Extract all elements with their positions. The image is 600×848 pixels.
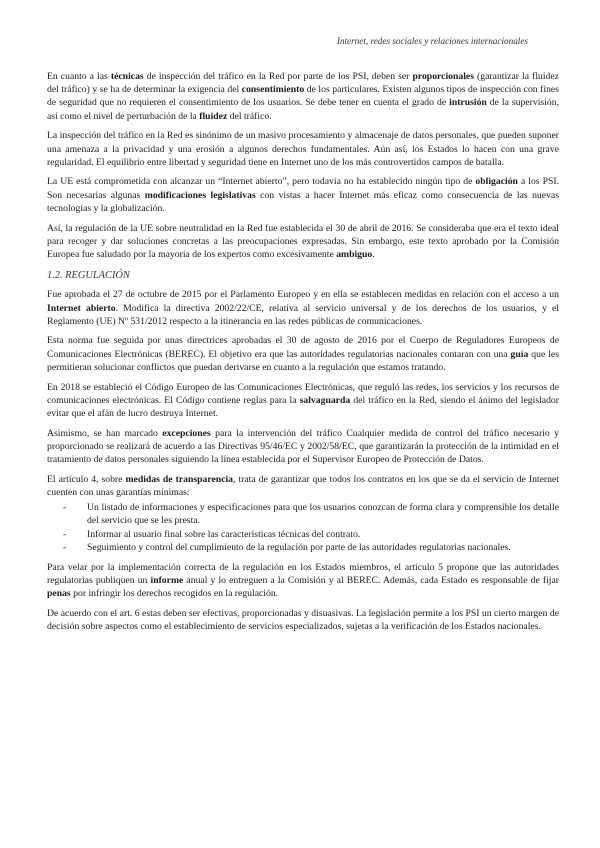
bold-term: excepciones xyxy=(162,427,211,439)
bold-term: modificaciones legislativas xyxy=(144,189,256,201)
bold-term: guía xyxy=(510,348,529,360)
bold-term: intrusión xyxy=(449,97,487,109)
bold-term: fluidez xyxy=(199,110,228,122)
bold-term: ambiguo xyxy=(336,248,373,260)
bold-term: Internet abierto xyxy=(47,302,116,314)
guarantees-list xyxy=(47,501,559,554)
bold-term: proporcionales xyxy=(412,71,474,82)
paragraph-inspection-techniques: En cuanto a las técnicas de inspección del tráfico en la Red por parte de los PSI, deben ser proporcionales (garantizar la fluidez del tráfico) y se ha de determinar la exigencia del consentimiento de los particulares. Existen algunos tipos de inspección con fines de seguridad que no requieren el consentimiento de los usuarios. Se debe tener en cuenta el grado de intrusión de la supervisión, así como el nivel de perturbación de la fluidez del tráfico. xyxy=(47,71,560,122)
paragraph-code-2018: En 2018 se estableció el Código Europeo de las Comunicaciones Electrónicas, que reguló las redes, los servicios y los recursos de comunicaciones electrónicas. El Código contiene reglas para la salvaguarda del tráfico en la Red, siendo el ánimo del legislador evitar que el afán de lucro destruya Internet. xyxy=(47,381,560,419)
bold-term: informe xyxy=(150,574,184,586)
bold-term: técnicas xyxy=(110,71,144,82)
paragraph-neutrality: Así, la regulación de la UE sobre neutralidad en la Red fue establecida el 30 de abril de 2016. Se consideraba que era el texto ideal para recoger y dar soluciones concretas a las preocupaciones expresadas. Sin embargo, este texto aprobado por la Comisión Europea fue saludado por la mayoría de los expertos como excesivamente ambiguo. xyxy=(47,222,559,260)
paragraph-article-5: Para velar por la implementación correcta de la regulación en los Estados miembros, el artículo 5 propone que las autoridades regulatorias publiquen un informe anual y lo entreguen a la Comisión y al BEREC. Además, cada Estado es responsable de fijar penas por infringir los derechos recogidos en la regulación. xyxy=(47,561,559,599)
list-item: - Seguimiento y control del cumplimiento de la regulación por parte de las autoridades regulatorias nacionales. xyxy=(63,541,559,554)
section-heading: 1.2. REGULACIÓN xyxy=(47,270,130,282)
paragraph-berec: Esta norma fue seguida por unas directrices aprobadas el 30 de agosto de 2016 por el Cuerpo de Reguladores Europeos de Comunicaciones Electrónicas (BEREC). El objetivo era que las autoridades regulatorias nacionales contaran con una guía que les permitieran solucionar conflictos que puedan derivarse en cuanto a la regulación que estamos tratando. xyxy=(47,335,560,373)
paragraph-approval: Fue aprobada el 27 de octubre de 2015 por el Parlamento Europeo y en ella se establecen medidas en relación con el acceso a un Internet abierto. Modifica la directiva 2002/22/CE, relativa al servicio universal y de los derechos de los usuarios, y el Reglamento (UE) Nº 531/2012 respecto a la itinerancia en las redes públicas de comunicaciones. xyxy=(47,289,559,327)
running-header: Internet, redes sociales y relaciones internacionales xyxy=(336,36,528,46)
bold-term: salvaguarda xyxy=(299,394,351,406)
paragraph-open-internet: La UE está comprometida con alcanzar un “Internet abierto”, pero todavía no ha establecido ningún tipo de obligación a los PSI. Son necesarias algunas modificaciones legislativas con vistas a hacer Internet más eficaz como consecuencia de las nuevas tecnologías y la globalización. xyxy=(47,176,559,214)
document-body xyxy=(47,70,559,640)
paragraph-privacy: La inspección del tráfico en la Red es sinónimo de un masivo procesamiento y almacenaje de datos personales, que pueden suponer una amenaza a la privacidad y una erosión a algunos derechos fundamentales. Aún así, los Estados lo hacen con una grave regularidad. El equilibrio entre libertad y seguridad tiene en Internet uno de los más controvertidos campos de batalla. xyxy=(47,130,559,168)
list-item: - Un listado de informaciones y especificaciones para que los usuarios conozcan de forma clara y comprensible los detalle del servicio que se les presta. xyxy=(63,501,559,527)
paragraph-article-4: El artículo 4, sobre medidas de transparencia, trata de garantizar que todos los contratos en los que se da el servicio de Internet cuenten con unas garantías mínimas: xyxy=(47,473,559,498)
list-item: - Informar al usuario final sobre las características técnicas del contrato. xyxy=(63,528,559,541)
bold-term: consentimiento xyxy=(241,84,305,96)
paragraph-article-6: De acuerdo con el art. 6 estas deben ser efectivas, proporcionadas y disuasivas. La legislación permite a los PSI un cierto margen de decisión sobre aspectos como el establecimiento de servicios especializados, sujetas a la verificación de los Estados nacionales. xyxy=(47,607,559,632)
bold-term: penas xyxy=(47,587,71,599)
bold-term: obligación xyxy=(475,176,518,188)
paragraph-exceptions: Asimismo, se han marcado excepciones para la intervención del tráfico Cualquier medida de control del tráfico necesario y proporcionado se realizará de acuerdo a las Directivas 95/46/EC y 2002/58/EC, que garantizarán la protección de la intimidad en el tratamiento de datos personales siguiendo la línea establecida por el Supervisor Europeo de Protección de Datos. xyxy=(47,427,559,466)
bold-term: medidas de transparencia xyxy=(125,473,234,485)
